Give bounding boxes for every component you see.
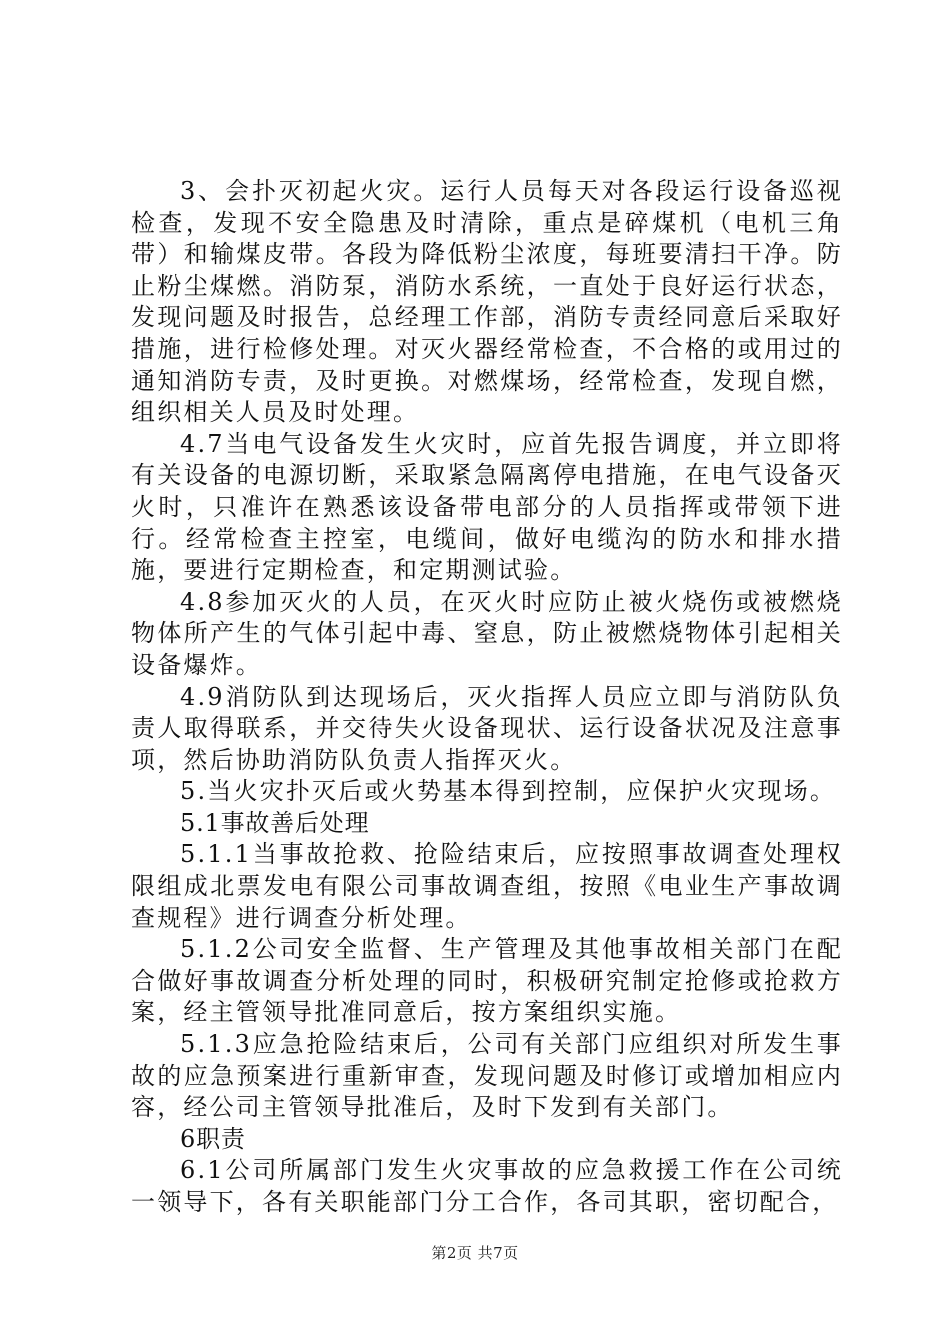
section-heading-5-1: 5.1事故善后处理	[180, 808, 370, 837]
paragraph-5-1-1: 5.1.1当事故抢救、抢险结束后，应按照事故调查处理权限组成北票发电有限公司事故调查组，按照《电业生产事故调查规程》进行调查分析处理。	[131, 840, 843, 932]
section-heading-6: 6职责	[180, 1124, 246, 1153]
page-footer: 第2页 共7页	[431, 1244, 519, 1262]
paragraph-5-1-3: 5.1.3应急抢险结束后，公司有关部门应组织对所发生事故的应急预案进行重新审查，发现问题及时修订或增加相应内容，经公司主管领导批准后，及时下发到有关部门。	[131, 1030, 843, 1122]
paragraph-5: 5.当火灾扑灭后或火势基本得到控制，应保护火灾现场。	[180, 777, 837, 806]
paragraph-3: 3、会扑灭初起火灾。运行人员每天对各段运行设备巡视检查，发现不安全隐患及时清除，重点是碎煤机（电机三角带）和输煤皮带。各段为降低粉尘浓度，每班要清扫干净。防止粉尘煤燃。消防泵，消防水系统，一直处于良好运行状态，发现问题及时报告，总经理工作部，消防专责经同意后采取好措施，进行检修处理。对灭火器经常检查，不合格的或用过的通知消防专责，及时更换。对燃煤场，经常检查，发现自燃，组织相关人员及时处理。	[131, 177, 843, 427]
paragraph-6-1: 6.1公司所属部门发生火灾事故的应急救援工作在公司统一领导下，各有关职能部门分工合作，各司其职，密切配合，	[131, 1156, 843, 1216]
paragraph-4-7: 4.7当电气设备发生火灾时，应首先报告调度，并立即将有关设备的电源切断，采取紧急隔离停电措施，在电气设备灭火时，只准许在熟悉该设备带电部分的人员指挥或带领下进行。经常检查主控室，电缆间，做好电缆沟的防水和排水措施，要进行定期检查，和定期测试验。	[131, 429, 843, 585]
paragraph-5-1-2: 5.1.2公司安全监督、生产管理及其他事故相关部门在配合做好事故调查分析处理的同时，积极研究制定抢修或抢救方案，经主管领导批准同意后，按方案组织实施。	[131, 935, 843, 1027]
paragraph-4-9: 4.9消防队到达现场后，灭火指挥人员应立即与消防队负责人取得联系，并交待失火设备现状、运行设备状况及注意事项，然后协助消防队负责人指挥灭火。	[131, 682, 843, 774]
document-body	[131, 176, 843, 1219]
paragraph-4-8: 4.8参加灭火的人员，在灭火时应防止被火烧伤或被燃烧物体所产生的气体引起中毒、窒息，防止被燃烧物体引起相关设备爆炸。	[131, 587, 843, 679]
